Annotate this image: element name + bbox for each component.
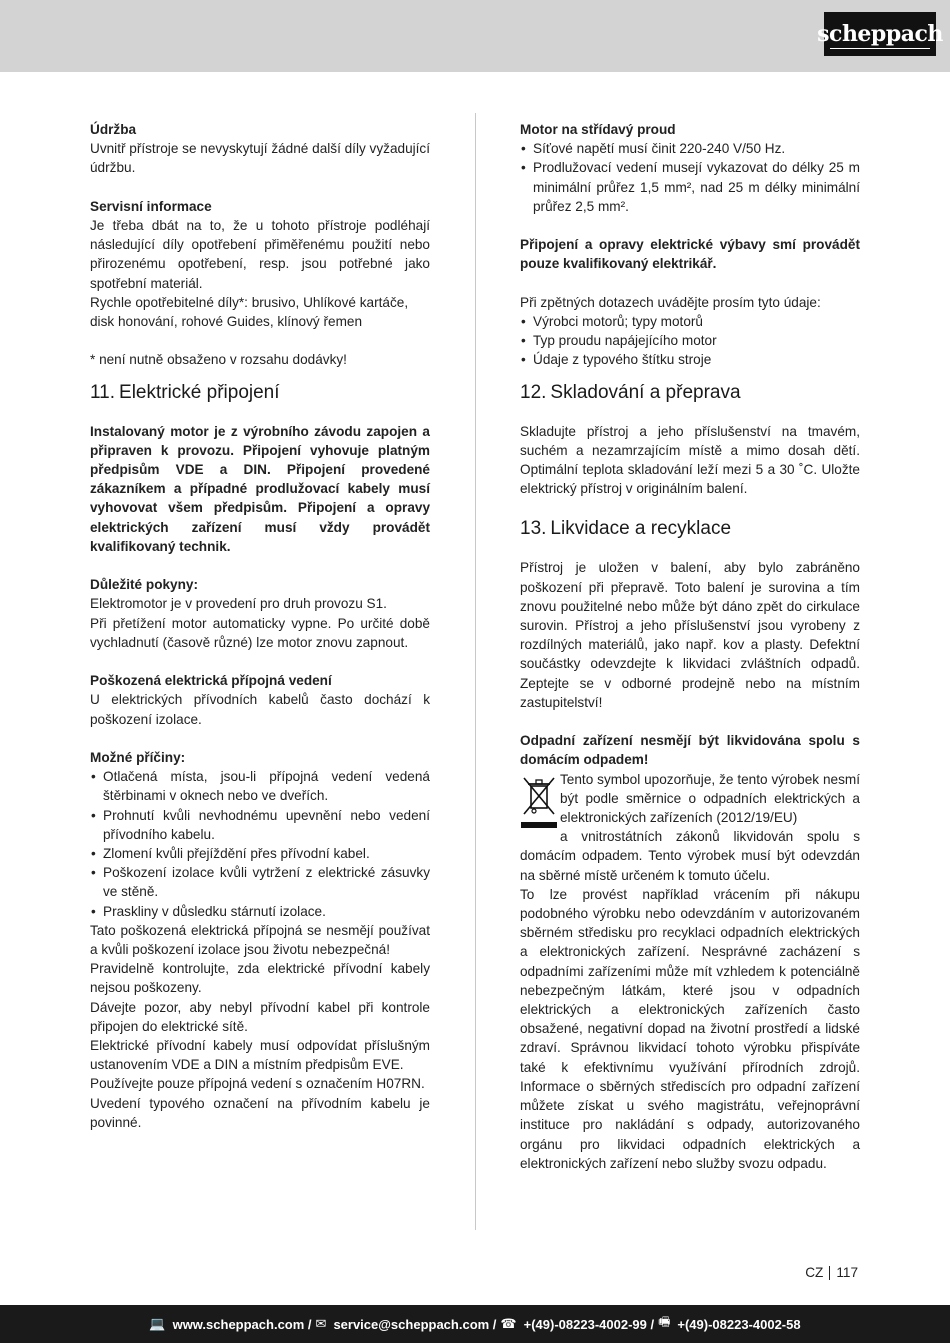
section-11-intro: Instalovaný motor je z výrobního závodu zapojen a připraven k provozu. Připojení vyhovuje platným předpisům VDE a DIN. Připojení provedené zákazníkem a případné prodlužovací kabely musí vyhovovat všem předpisům. Připojení a opravy elektrických zařízení musí vždy provádět kvalifikovaný technik.	[90, 423, 430, 554]
brand-logo-text: scheppach	[817, 21, 943, 47]
logo-underline	[830, 48, 930, 49]
list-item: • Prohnutí kvůli nevhodnému upevnění nebo vedení přívodního kabelu.	[90, 806, 430, 844]
footer-web[interactable]: www.scheppach.com /	[172, 1316, 312, 1332]
pokyny-heading: Důležité pokyny:	[90, 577, 199, 593]
phone-icon: ☎	[500, 1316, 517, 1331]
section-12-heading	[520, 381, 860, 405]
list-item: • Otlačená místa, jsou-li přípojná vedení vedená štěrbinami v oknech nebo ve dveřích.	[90, 767, 430, 805]
list-item: • Údaje z typového štítku stroje	[520, 350, 860, 369]
motor-heading: Motor na střídavý proud	[520, 122, 676, 137]
section-13-number: 13.	[520, 518, 547, 540]
poskozena-heading: Poškozená elektrická přípojná vedení	[90, 673, 332, 689]
odpad-warning: Odpadní zařízení nesmějí být likvidována spolu s domácím odpadem!	[520, 733, 860, 768]
motor-warning: Připojení a opravy elektrické výbavy smí provádět pouze kvalifikovaný elektrikář.	[520, 237, 860, 272]
list-item: • Prodlužovací vedení musejí vykazovat do délky 25 m minimální průřez 1,5 mm², nad 25 m délky minimální průřez 2,5 mm².	[520, 158, 860, 216]
page-number-value: 117	[836, 1265, 858, 1280]
poskozena-text: U elektrických přívodních kabelů často dochází k poškození izolace.	[90, 692, 430, 727]
priciny-text-1: Tato poškozená elektrická přípojná se nesmějí používat a kvůli poškození izolace jsou životu nebezpečná!	[90, 922, 430, 958]
list-item: • Praskliny v důsledku stárnutí izolace.	[90, 902, 430, 921]
page-number-separator	[829, 1266, 830, 1280]
brand-logo	[817, 12, 943, 56]
weee-text-2: a vnitrostátních zákonů likvidován spolu s domácím odpadem. Tento výrobek musí být odevzdán na sběrné místě určeném k tomuto účelu.	[520, 829, 860, 883]
page-lang: CZ	[805, 1265, 824, 1280]
weee-block	[520, 770, 860, 885]
computer-icon: 💻	[149, 1316, 166, 1331]
dotazy-list	[520, 312, 860, 370]
priciny-list	[90, 767, 430, 921]
dotazy-text: Při zpětných dotazech uvádějte prosím tyto údaje:	[520, 294, 821, 310]
list-item: • Síťové napětí musí činit 220-240 V/50 Hz.	[520, 139, 860, 158]
priciny-text-4: Elektrické přívodní kabely musí odpovídat příslušným ustanovením VDE a DIN a místním předpisům EVE.	[90, 1038, 430, 1073]
list-item: • Typ proudu napájejícího motor	[520, 331, 860, 350]
servis-text-1: Je třeba dbát na to, že u tohoto přístroje podléhají následující díly opotřebení přiměřenému použití nebo přirozenému opotřebení, resp. jsou potřebné jako spotřební materiál.	[90, 218, 430, 291]
section-13-text: Přístroj je uložen v balení, aby bylo zabráněno poškození při přepravě. Toto balení je surovina a tím znovu použitelné nebo může být dáno zpět do cirkulace surovin. Přístroj a jeho příslušenství jsou vyrobeny z rozdílných materiálů, jako např. kov a plasty. Defektní součástky odevzdejte k likvidaci zvláštních odpadů. Zeptejte se v odborné prodejně nebo na místním zastupitelství!	[520, 560, 860, 710]
right-column	[520, 120, 860, 1173]
column-divider	[475, 113, 476, 1230]
footer-phone: +(49)-08223-4002-99 /	[523, 1316, 655, 1332]
weee-text-1: Tento symbol upozorňuje, že tento výrobek nesmí být podle směrnice o odpadních elektrických a elektronických zařízeních (2012/19/EU)	[560, 771, 860, 826]
left-column	[90, 120, 430, 1132]
list-item: • Zlomení kvůli přejíždění přes přívodní kabel.	[90, 844, 430, 863]
footer-email[interactable]: service@scheppach.com /	[333, 1316, 497, 1332]
udrzba-heading: Údržba	[90, 122, 137, 137]
servis-text-2: Rychle opotřebitelné díly*: brusivo, Uhlíkové kartáče, disk honování, rohové Guides, klínový řemen	[90, 294, 409, 330]
section-12-text: Skladujte přístroj a jeho příslušenství na tmavém, suchém a nezamrzajícím místě a mimo dosah dětí. Optimální teplota skladování leží mezi 5 a 30 ˚C. Uložte elektrický přístroj v originálním balení.	[520, 423, 860, 497]
priciny-heading: Možné příčiny:	[90, 750, 186, 766]
section-13-heading	[520, 517, 860, 541]
servis-note: * není nutně obsaženo v rozsahu dodávky!	[90, 352, 347, 368]
mail-icon: ✉	[315, 1316, 327, 1331]
section-13-title: Likvidace a recyklace	[550, 518, 732, 540]
page-header	[0, 0, 950, 72]
footer-fax: +(49)-08223-4002-58	[677, 1316, 801, 1332]
priciny-text-5: Používejte pouze přípojná vedení s označením H07RN.	[90, 1076, 425, 1092]
section-11-title: Elektrické připojení	[119, 381, 280, 403]
servis-heading: Servisní informace	[90, 198, 212, 214]
pokyny-text-1: Elektromotor je v provedení pro druh provozu S1.	[90, 596, 387, 612]
list-item: • Výrobci motorů; typy motorů	[520, 312, 860, 331]
priciny-text-2: Pravidelně kontrolujte, zda elektrické přívodní kabely nejsou poškozeny.	[90, 961, 430, 996]
udrzba-text: Uvnitř přístroje se nevyskytují žádné další díly vyžadující údržbu.	[90, 141, 430, 176]
list-item: • Poškození izolace kvůli vytržení z elektrické zásuvky ve stěně.	[90, 863, 430, 901]
pokyny-text-2: Při přetížení motor automaticky vypne. Po určité době vychladnutí (časově různé) lze motor znovu zapnout.	[90, 615, 430, 650]
section-11-number: 11.	[90, 381, 116, 403]
page-footer	[0, 1305, 950, 1343]
motor-list	[520, 139, 860, 216]
section-12-number: 12.	[520, 381, 547, 403]
page-number	[805, 1265, 858, 1280]
section-12-title: Skladování a přeprava	[550, 381, 741, 403]
section-11-heading	[90, 381, 430, 405]
weee-text-3: To lze provést například vrácením při nákupu podobného výrobku nebo odevzdáním v autorizovaném sběrném středisku pro recyklaci odpadních elektrických a elektronických zařízení. Nesprávné zacházení s odpadními zařízeními může mít vzhledem k potenciálně nebezpečným látkám, které jsou v odpadních elektrických a elektronických zařízeních často obsažené, negativní dopad na životní prostředí a lidské zdraví. Správnou likvidací tohoto výrobku přispíváte také k efektivnímu využívání přírodních zdrojů. Informace o sběrných střediscích pro odpadní zařízení můžete získat u svého magistrátu, veřejnoprávní instituce pro nakládání s odpady, autorizovaného orgánu pro likvidaci odpadních elektrických a elektronických zařízení nebo služby svozu odpadu.	[520, 886, 860, 1171]
fax-icon: 🖷	[658, 1314, 671, 1329]
crossed-bin-icon	[520, 770, 558, 832]
priciny-text-6: Uvedení typového označení na přívodním kabelu je povinné.	[90, 1095, 430, 1130]
priciny-text-3: Dávejte pozor, aby nebyl přívodní kabel při kontrole připojen do elektrické sítě.	[90, 999, 430, 1034]
